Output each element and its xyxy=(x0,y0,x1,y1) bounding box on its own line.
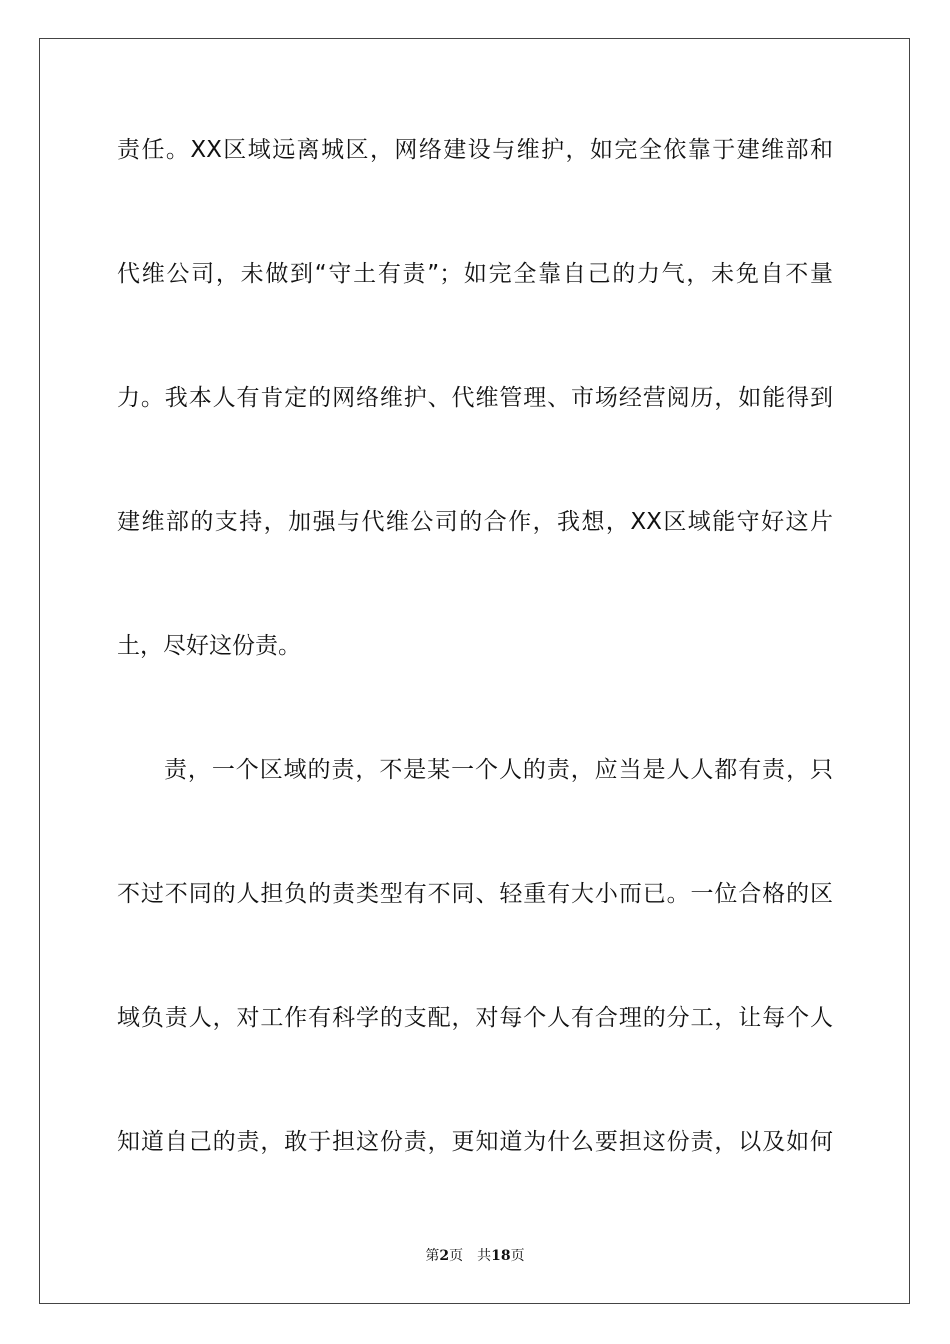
total-prefix: 共 xyxy=(477,1248,492,1264)
body-line-9: 知道自己的责，敢于担这份责，更知道为什么要担这份责，以及如何 xyxy=(117,1129,833,1155)
body-line-6: 责，一个区域的责，不是某一个人的责，应当是人人都有责，只 xyxy=(164,757,833,783)
page-frame xyxy=(39,38,910,1304)
page-suffix: 页 xyxy=(449,1248,464,1264)
body-line-4: 建维部的支持，加强与代维公司的合作，我想，XX区域能守好这片 xyxy=(117,509,833,535)
body-line-1: 责任。XX区域远离城区，网络建设与维护，如完全依靠于建维部和 xyxy=(117,137,833,163)
body-line-3: 力。我本人有肯定的网络维护、代维管理、市场经营阅历，如能得到 xyxy=(117,385,833,411)
body-line-5: 土，尽好这份责。 xyxy=(117,633,301,659)
body-line-8: 域负责人，对工作有科学的支配，对每个人有合理的分工，让每个人 xyxy=(117,1005,833,1031)
body-line-7: 不过不同的人担负的责类型有不同、轻重有大小而已。一位合格的区 xyxy=(117,881,833,907)
total-pages: 18 xyxy=(491,1248,511,1264)
page-prefix: 第 xyxy=(425,1248,440,1264)
total-suffix: 页 xyxy=(510,1248,525,1264)
page-number: 2 xyxy=(439,1248,450,1264)
body-line-2: 代维公司，未做到“守土有责”；如完全靠自己的力气，未免自不量 xyxy=(117,261,833,287)
page-footer xyxy=(0,1246,950,1266)
